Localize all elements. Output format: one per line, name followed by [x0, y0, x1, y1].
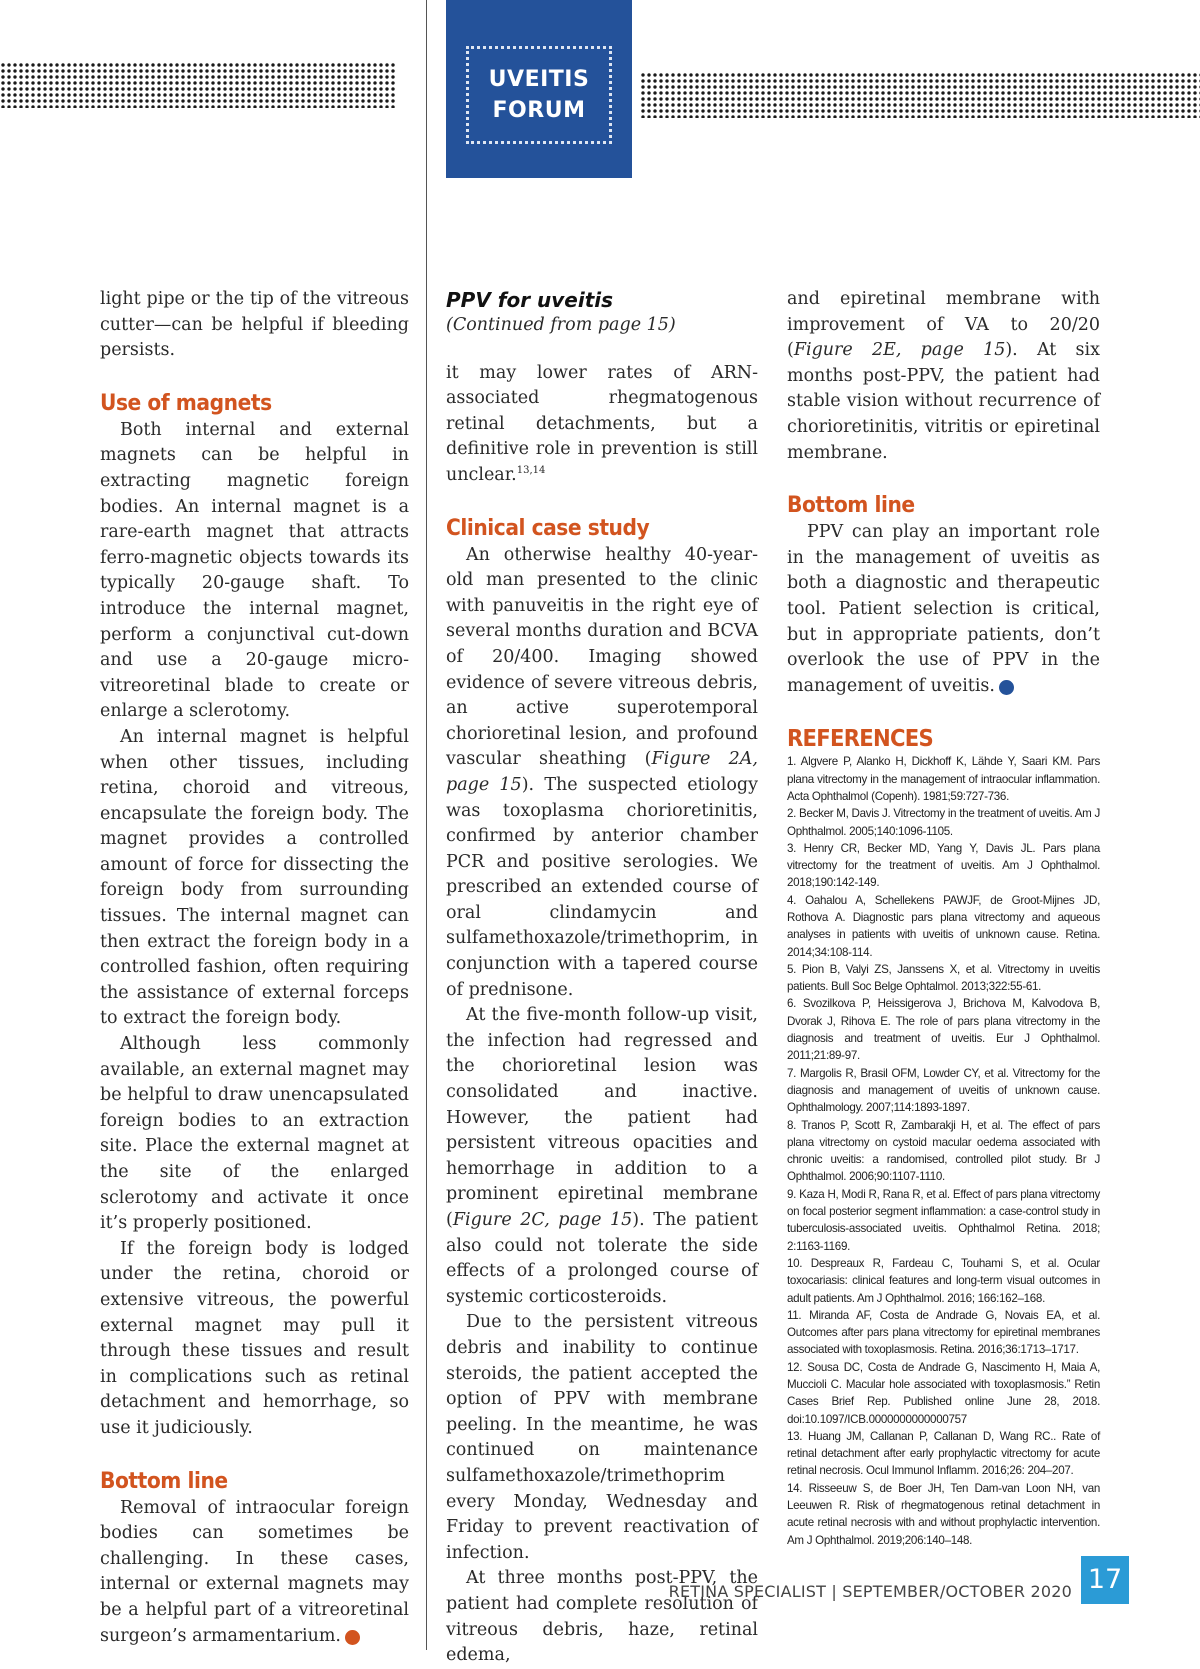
badge-line-1: UVEITIS [488, 67, 590, 92]
reference-item: 3. Henry CR, Becker MD, Yang Y, Davis JL. Pars plana vitrectomy for the treatment of uveitis. Am J Ophthalmol. 2018;190:142-149. [787, 841, 1100, 890]
footer-masthead: RETINA SPECIALIST | SEPTEMBER/OCTOBER 2020 [668, 1582, 1072, 1601]
paragraph-text: ). The suspected etiology was toxoplasma chorioretinitis, confirmed by anterior chamber PCR and positive serologies. We prescribed an extended course of oral clindamycin and sulfamethoxazole/trimethoprim, in conjunction with a tapered course of prednisone. [446, 774, 758, 1000]
reference-item: 1. Algvere P, Alanko H, Dickhoff K, Lähde Y, Saari KM. Pars plana vitrectomy in the management of intraocular inflammation. Acta Ophthalmol (Copenh). 1981;59:727-736. [787, 755, 1100, 803]
rs-end-icon: RS [345, 1630, 360, 1645]
badge-frame [466, 46, 612, 144]
paragraph [446, 1003, 758, 1310]
badge-line-2: FORUM [492, 98, 586, 123]
page-number: 17 [1081, 1556, 1129, 1604]
paragraph-text: An otherwise healthy 40-year-old man presented to the clinic with panuveitis in the right eye of several months duration and BCVA of 20/400. Imaging showed evidence of severe vitreous debris, an active superotemporal chorioretinal lesion, and profound vascular sheathing ( [446, 544, 758, 770]
section-heading: Bottom line [787, 493, 915, 519]
paragraph: Although less commonly available, an external magnet may be helpful to draw unencapsulated foreign bodies to an extraction site. Place the external magnet at the site of the enlarged sclerotomy and activate it once it’s properly positioned. [100, 1034, 409, 1234]
paragraph-text: it may lower rates of ARN-associated rhegmatogenous retinal detachments, but a definitive role in prevention is still unclear. [446, 362, 758, 485]
section-heading: Bottom line [100, 1468, 228, 1494]
figure-reference: Figure 2A, page 15 [446, 749, 758, 795]
reference-item: 6. Svozilkova P, Heissigerova J, Brichova M, Kalvodova B, Dvorak J, Rihova E. The role of pars plana vitrectomy in the diagnosis and treatment of uveitis. Eur J Ophthalmol. 2011;21:89-97. [787, 997, 1100, 1063]
column-right [787, 287, 1100, 1549]
paragraph-text: ). At six months post-PPV, the patient had stable vision without recurrence of chorioretinitis, vitritis or epiretinal membrane. [787, 340, 1100, 463]
rs-end-icon: RS [999, 680, 1014, 695]
citation-superscript: 13,14 [516, 465, 546, 477]
reference-item: 4. Oahalou A, Schellekens PAWJF, de Groot-Mijnes JD, Rothova A. Diagnostic pars plana vitrectomy and aqueous analyses in patients with uveitis of unknown cause. Retina. 2014;34:108-114. [787, 893, 1100, 959]
article-title: PPV for uveitis [446, 288, 614, 312]
paragraph: If the foreign body is lodged under the retina, choroid or extensive vitreous, the powerful external magnet may pull it through these tissues and result in complications such as retinal detachment and hemorrhage, so use it judiciously. [100, 1238, 409, 1438]
section-heading: Use of magnets [100, 390, 272, 416]
reference-item: 14. Risseeuw S, de Boer JH, Ten Dam-van Loon NH, van Leeuwen R. Risk of rhegmatogenous retinal detachment in acute retinal necrosis with and without prophylactic intervention. Am J Ophthalmol. 2019;206:140–148. [787, 1481, 1100, 1547]
section-badge [446, 0, 632, 178]
reference-item: 8. Tranos P, Scott R, Zambarakji H, et al. The effect of pars plana vitrectomy on cystoid macular oedema associated with chronic uveitis: a randomised, controlled pilot study. Br J Ophthalmol. 2006;90:1107-1110. [787, 1118, 1100, 1184]
reference-item: 9. Kaza H, Modi R, Rana R, et al. Effect of pars plana vitrectomy on focal posterior segment inflammation: a case-control study in tuberculosis-associated uveitis. Ophthalmol Retina. 2018; 2:1163-1169. [787, 1187, 1100, 1253]
paragraph [787, 287, 1100, 466]
reference-item: 7. Margolis R, Brasil OFM, Lowder CY, et al. Vitrectomy for the diagnosis and management of uveitis of unknown cause. Ophthalmology. 2007;114:1893-1897. [787, 1066, 1100, 1115]
paragraph-text: and epiretinal membrane with improvement of VA to 20/20 ( [787, 289, 1100, 361]
paragraph: Due to the persistent vitreous debris and inability to continue steroids, the patient accepted the option of PPV with membrane peeling. In the meantime, he was continued on maintenance sulfamethoxazole/trimethoprim every Monday, Wednesday and Friday to prevent reactivation of infection. [446, 1312, 758, 1563]
paragraph [100, 1496, 409, 1650]
paragraph: An internal magnet is helpful when other tissues, including retina, choroid and vitreous, encapsulate the foreign body. The magnet provides a controlled amount of force for dissecting the foreign body from surrounding tissues. The internal magnet can then extract the foreign body in a controlled fashion, often requiring the assistance of external forceps to extract the foreign body. [100, 726, 409, 1029]
dot-pattern-left [0, 62, 396, 108]
column-left [100, 287, 409, 1649]
references-heading: REFERENCES [787, 726, 933, 753]
paragraph: At three months post-PPV, the patient had complete resolution of vitreous debris, haze, retinal edema, [446, 1568, 758, 1666]
paragraph-text: ). The patient also could not tolerate the side effects of a prolonged course of systemic corticosteroids. [446, 1210, 758, 1307]
figure-reference: Figure 2C, page 15 [452, 1210, 633, 1230]
paragraph-text: PPV can play an important role in the management of uveitis as both a diagnostic and therapeutic tool. Patient selection is critical, but in appropriate patients, don’t overlook the use of PPV in the management of uveitis. [787, 522, 1100, 696]
figure-reference: Figure 2E, page 15 [793, 340, 1006, 361]
paragraph: Both internal and external magnets can be helpful in extracting magnetic foreign bodies. An internal magnet is a rare-earth magnet that attracts ferro-magnetic objects towards its typically 20-gauge shaft. To introduce the internal magnet, perform a conjunctival cut-down and use a 20-gauge micro-vitreoretinal blade to create or enlarge a sclerotomy. [100, 419, 409, 722]
continued-note: (Continued from page 15) [446, 315, 676, 335]
paragraph [787, 520, 1100, 699]
reference-item: 13. Huang JM, Callanan P, Callanan D, Wang RC.. Rate of retinal detachment after early prophylactic vitrectomy for acute retinal necrosis. Ocul Immunol Inflamm. 2016;26: 204–207. [787, 1429, 1100, 1478]
reference-item: 10. Despreaux R, Fardeau C, Touhami S, et al. Ocular toxocariasis: clinical features and long-term visual outcomes in adult patients. Am J Ophthalmol. 2016; 166:162–168. [787, 1256, 1100, 1305]
reference-item: 12. Sousa DC, Costa de Andrade G, Nascimento H, Maia A, Muccioli C. Macular hole associated with toxoplasmosis.” Retin Cases Brief Rep. Published online June 28, 2018. doi:10.1097/ICB.0000000000000757 [787, 1360, 1100, 1426]
paragraph: light pipe or the tip of the vitreous cutter—can be helpful if bleeding persists. [100, 289, 409, 361]
column-middle [446, 287, 758, 1669]
column-divider [426, 0, 427, 1650]
dot-pattern-right [640, 72, 1200, 118]
paragraph [446, 543, 758, 1004]
paragraph-text: Removal of intraocular foreign bodies can sometimes be challenging. In these cases, internal or external magnets may be a helpful part of a vitreoretinal surgeon’s armamentarium. [100, 1497, 409, 1646]
reference-item: 2. Becker M, Davis J. Vitrectomy in the treatment of uveitis. Am J Ophthalmol. 2005;140:1096-1105. [787, 807, 1100, 838]
paragraph [446, 361, 758, 489]
reference-item: 11. Miranda AF, Costa de Andrade G, Novais EA, et al. Outcomes after pars plana vitrectomy for epiretinal membranes associated with toxoplasmosis. Retina. 2016;36:1713–1717. [787, 1308, 1100, 1357]
reference-item: 5. Pion B, Valyi ZS, Janssens X, et al. Vitrectomy in uveitis patients. Bull Soc Belge Ophtalmol. 2013;322:55-61. [787, 962, 1100, 994]
section-heading: Clinical case study [446, 515, 650, 541]
paragraph-text: At the five-month follow-up visit, the infection had regressed and the chorioretinal lesion was consolidated and inactive. However, the patient had persistent vitreous opacities and hemorrhage in addition to a prominent epiretinal membrane ( [446, 1005, 758, 1230]
references-list [787, 753, 1100, 1549]
